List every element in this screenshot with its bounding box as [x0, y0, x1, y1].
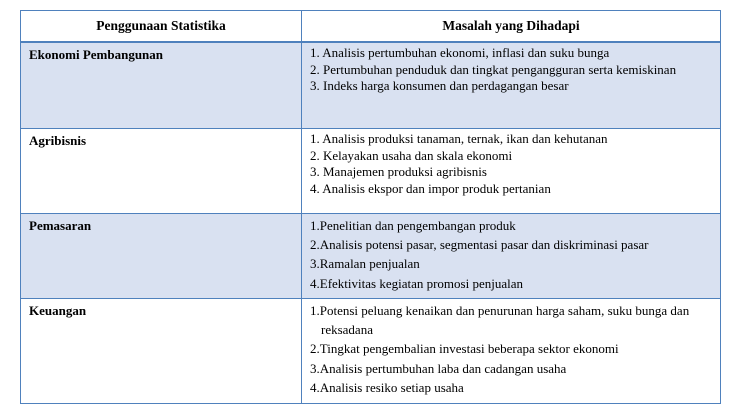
list-item: 1. Analisis produksi tanaman, ternak, ikan dan kehutanan	[310, 131, 608, 146]
list-item: 3. Manajemen produksi agribisnis	[310, 164, 487, 179]
items-cell	[302, 42, 721, 129]
category-cell: Pemasaran	[21, 214, 302, 299]
header-usage: Penggunaan Statistika	[21, 11, 302, 43]
list-item: 2. Kelayakan usaha dan skala ekonomi	[310, 147, 513, 163]
list-item: 1.Penelitian dan pengembangan produk	[310, 218, 516, 233]
list-item: 1.Potensi peluang kenaikan dan penurunan harga saham, suku bunga dan reksadana	[310, 303, 690, 338]
list-item: 4.Analisis resiko setiap usaha	[310, 379, 464, 395]
table-header-row	[21, 11, 721, 43]
table-row	[21, 129, 721, 214]
list-item: 3.Ramalan penjualan	[310, 256, 420, 272]
list-item: 2.Tingkat pengembalian investasi beberapa sektor ekonomi	[310, 341, 619, 357]
table-row	[21, 299, 721, 404]
statistics-usage-table	[20, 10, 721, 404]
items-cell	[302, 214, 721, 299]
list-item: 2.Analisis potensi pasar, segmentasi pasar dan diskriminasi pasar	[310, 237, 649, 253]
list-item: 1. Analisis pertumbuhan ekonomi, inflasi dan suku bunga	[310, 45, 610, 60]
category-cell: Ekonomi Pembangunan	[21, 42, 302, 129]
header-problems: Masalah yang Dihadapi	[302, 11, 721, 43]
table-row	[21, 42, 721, 129]
category-cell: Keuangan	[21, 299, 302, 404]
list-item: 4.Efektivitas kegiatan promosi penjualan	[310, 275, 523, 291]
items-cell	[302, 129, 721, 214]
list-item: 2. Pertumbuhan penduduk dan tingkat pengangguran serta kemiskinan	[310, 61, 677, 77]
list-item: 3. Indeks harga konsumen dan perdagangan besar	[310, 78, 569, 93]
items-cell	[302, 299, 721, 404]
list-item: 4. Analisis ekspor dan impor produk pertanian	[310, 180, 551, 196]
table-row	[21, 214, 721, 299]
list-item: 3.Analisis pertumbuhan laba dan cadangan usaha	[310, 360, 567, 376]
category-cell: Agribisnis	[21, 129, 302, 214]
